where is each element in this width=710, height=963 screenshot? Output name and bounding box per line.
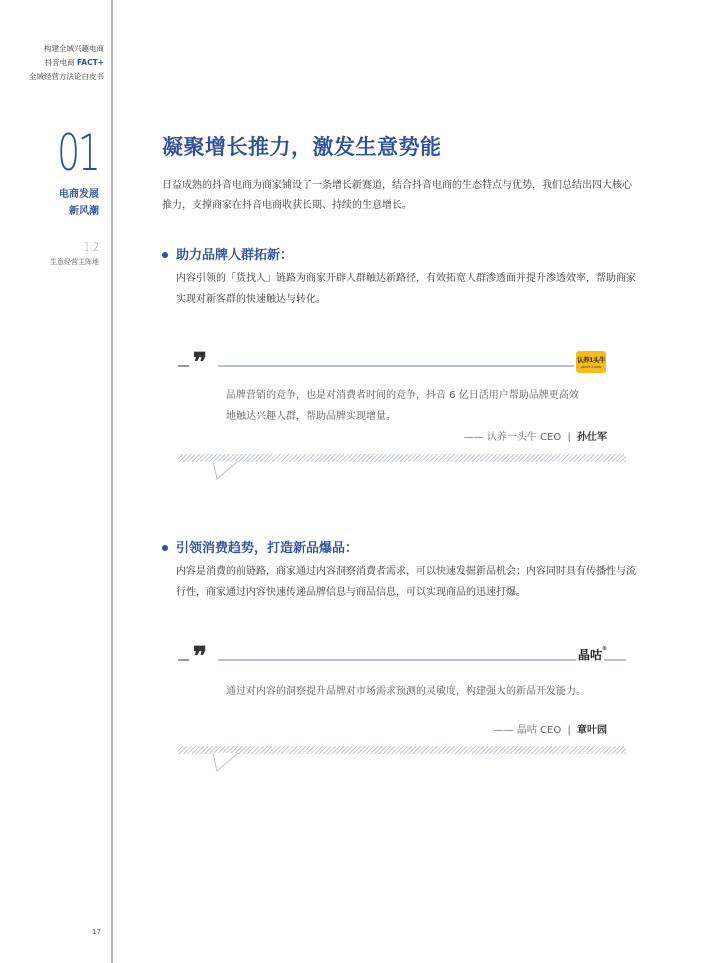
bullet-dot-icon	[162, 252, 168, 258]
brand-line-1: 构建全域兴趣电商	[44, 44, 104, 53]
speech-tail-icon	[212, 753, 240, 773]
speech-tail-icon	[212, 461, 240, 481]
quote-mark-icon: ❞	[193, 348, 204, 378]
dash-line	[178, 659, 189, 661]
page-number: 17	[92, 928, 101, 936]
subsection-title-2-text: 引领消费趋势，打造新品爆品：	[176, 541, 359, 556]
dash-line	[178, 365, 189, 367]
quote-text-2: 通过对内容的洞察提升品牌对市场需求预测的灵敏度，构建强大的新品开发能力。	[226, 686, 586, 697]
brand-fact-highlight: FACT+	[77, 58, 104, 67]
subsection-title-1-text: 助力品牌人群拓新：	[176, 248, 294, 263]
vertical-divider	[111, 0, 113, 963]
quote-rule	[218, 365, 574, 367]
subsection-title-2	[162, 537, 358, 556]
hatched-band	[178, 454, 626, 462]
brand-line-3: 全域经营方法论白皮书	[29, 72, 104, 81]
quote-header-2	[178, 642, 626, 672]
quote-source-1: —— 认养一头牛 CEO	[463, 432, 562, 443]
quote-rule	[218, 659, 576, 661]
quote-signature-2	[494, 721, 607, 736]
renyang-logo-text: 认养1头牛	[576, 356, 606, 364]
quote-source-2: —— 晶咕 CEO	[493, 725, 562, 736]
subsection-title-1	[162, 244, 293, 263]
page-heading: 凝聚增长推力，激发生意势能	[162, 135, 442, 159]
section-title: 生意经营主阵地	[50, 258, 99, 266]
quote-signature-1	[464, 428, 607, 443]
jinggu-logo	[578, 646, 607, 663]
quote-text-1: 品牌营销的竞争，也是对消费者时间的竞争，抖音 6 亿日活用户帮助品牌更高效地触达兴趣人群，帮助品牌实现增量。	[226, 390, 579, 422]
renyang-logo	[576, 351, 606, 373]
chapter-title-line-1: 电商发展	[59, 189, 99, 200]
quote-header-1	[178, 348, 626, 378]
hatched-band	[178, 746, 626, 754]
chapter-number: 01	[57, 124, 99, 182]
bullet-dot-icon	[162, 545, 168, 551]
registered-mark: ®	[602, 646, 608, 652]
signature-separator: |	[567, 432, 571, 443]
section-number: 1.2	[83, 240, 99, 254]
subsection-body-1: 内容引领的「货找人」链路为商家开辟人群触达新路径，有效拓宽人群渗透面并提升渗透效率，帮助商家实现对新客群的快速触达与转化。	[176, 273, 636, 305]
quote-author-1: 孙仕军	[577, 432, 607, 443]
logo-rule	[604, 659, 626, 661]
quote-mark-icon: ❞	[193, 642, 204, 672]
signature-separator: |	[567, 725, 571, 736]
chapter-title	[59, 186, 99, 220]
brand-block	[29, 42, 104, 84]
intro-paragraph: 日益成熟的抖音电商为商家铺设了一条增长新赛道，结合抖音电商的生态特点与优势，我们总结出四大核心推力，支撑商家在抖音电商收获长期、持续的生意增长。	[162, 180, 632, 211]
brand-line-2	[29, 56, 104, 70]
quote-author-2: 章叶园	[577, 725, 607, 736]
brand-line-2-prefix: 抖音电商	[44, 58, 78, 67]
jinggu-logo-text: 晶咕	[578, 648, 603, 662]
subsection-body-2: 内容是消费的前链路，商家通过内容洞察消费者需求，可以快速发掘新品机会；内容同时具有传播性与流行性，商家通过内容快速传递品牌信息与商品信息，可以实现商品的迅速打爆。	[176, 566, 636, 598]
chapter-title-line-2: 新风潮	[69, 206, 99, 217]
renyang-logo-subtext: ADOPT A COW	[580, 365, 602, 369]
